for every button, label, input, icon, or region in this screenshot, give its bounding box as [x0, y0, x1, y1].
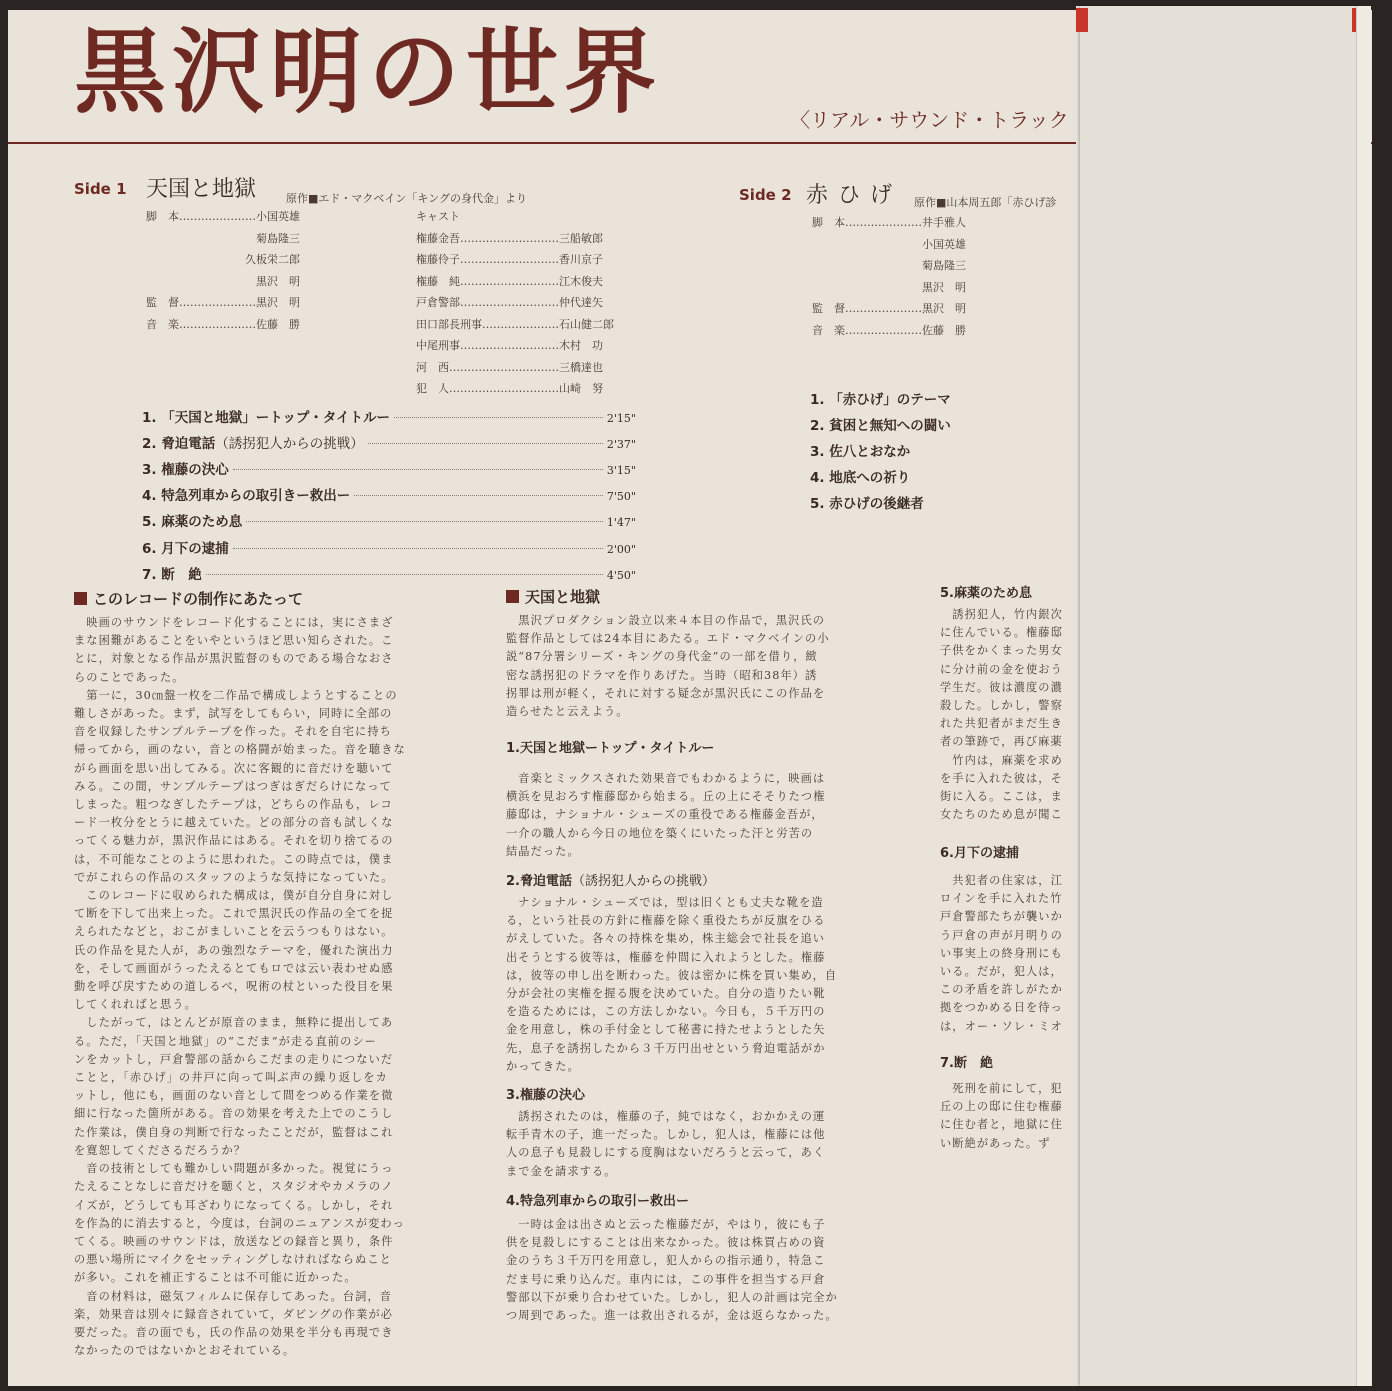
side2-title: 赤ひげ [806, 183, 903, 208]
square-bullet-icon [74, 592, 87, 605]
side1-cast [416, 206, 614, 400]
credit-line: 黒沢 明 [812, 280, 966, 294]
side1-track: 7. 断 絶 4'50" [142, 567, 636, 583]
notes-body-3a: 誘拐犯人，竹内銀次 に住んでいる。権藤邸 子供をかくまった男女 に分け前の金を使おう 学生だ。彼は濃度の濃 殺した。しかし，警察 れた共犯者がまだ生き 者の筆跡で，再び麻薬 竹内は，麻薬を求め を手に入れた彼は，そ 街に入る。ここは，ま 女たちのため息が聞こ [940, 608, 1063, 822]
credit-line: 小国英雄 [812, 237, 966, 251]
notes-body-1: 映画のサウンドをレコード化することには，実にさまざ まな困難があることをいやというほど思い知らされた。こ とに，対象となる作品が黒沢監督のものである場合なおさ らのことであった。 第一に，30㎝盤一枚を二作品で構成しようとすることの 難しさがあった。まず，試写をしてもらい，同時に全部の 音を収録したサンプルテープを作った。それを自宅に持ち 帰ってから，画のない，音との格闘が始まった。音を聴きな がら画面を思い出してみる。次に客観的に音だけを聴いて みる。この間，サンプルテープはつぎはぎだらけになって しまった。粗つなぎしたテープは，どちらの作品も，レコ ード一枚分をとうに越えていた。どの部分の音も試しくな ってくる魅力が，黒沢作品にはある。それを切り捨てるの は，不可能なことのように思われた。この時点では，僕ま でがこれらの作品のスタッフのような気持になっていた。 このレコードに収められた構成は，僕が自分自身に対し て断を下して出来上った。これで黒沢氏の作品の全てを捉 えられたなどと，おこがましいことを云うつもりはない。 氏の作品を見た人が，あの強烈なテーマを，優れた演出力 を，そして画面がうったえるとてもロでは云い表わせぬ感 動を呼び戻すための道しるべ，呪術の杖といった役目を果 してくれればと思う。 したがって，はとんどが原音のまま，無粋に提出してあ る。ただ，「天国と地獄」の“こだま”が走る直前のシー ンをカットし，戸倉警部の話からこだまの走りにつないだ ことと，「赤ひげ」の井戸に向って叫ぶ声の繰り返しをカ ットし，他にも，画面のない音として間をつめる作業を微 細に行なった箇所がある。音の効果を考えた上でのこうし た作業は，僕自身の判断で行なったことだが，監督はこれ を寛恕してくださるだろうか？ 音の技術としても難かしい問題が多かった。視覚にうっ たえることなしに音だけを聴くと，スタジオやカメラのノ イズが，どうしても耳ざわりになってくる。しかし，それ を作為的に消去すると，今度は，台詞のニュアンスが変わっ てくる。映画のサウンドは，放送などの録音と異り，条件 の悪い場所にマイクをセッティングしなければならぬこと が多い。これを補正することは不可能に近かった。 音の材料は，磁気フィルムに保存してあった。台詞，音 楽，効果音は別々に録音されていて，ダビングの作業が必 要だった。音の面でも，氏の作品の効果を半分も再現でき なかったのではないかとおそれている。 [74, 616, 406, 1358]
notes-body-2e: 一時は金は出さぬと云った権藤だが，やはり，彼にも子 供を見殺しにすることは出来なかった。彼は株買占めの資 金のうち３千万円を用意し，犯人からの指示通り，特急こ だま号に乗り込んだ。車内には，この事件を担当する戸倉 警部以下が乗り合わせていた。しかし，犯人の計画は完全か つ周到であった。進一は救出されるが，金は返らなかった。 [506, 1218, 838, 1323]
cast-line: 田口部長刑事…………………石山健二郎 [416, 317, 614, 331]
notes-body-3b: 共犯者の住家は，江 ロインを手に入れた竹 戸倉警部たちが襲いか う戸倉の声が月明りの い事実上の終身刑にも いる。だが，犯人は， この矛盾を許しがたか 拠をつかめる日を待っ は，オー・ソレ・ミオ [940, 874, 1063, 1033]
cast-line: 権藤伶子………………………香川京子 [416, 253, 603, 266]
notes-subheading: 4.特急列車からの取引ー救出ー [506, 1194, 689, 1209]
side2-label: Side 2 [739, 186, 792, 204]
side2-track: 1. 「赤ひげ」のテーマ [810, 392, 951, 408]
obi-red-tab [1076, 8, 1088, 32]
credit-line: 音 楽…………………佐藤 勝 [812, 323, 966, 337]
side1-track: 1. 「天国と地獄」ートップ・タイトルー 2'15" [142, 410, 636, 426]
cast-line: 犯 人…………………………山崎 努 [416, 382, 603, 395]
cast-line: 中尾刑事………………………木村 功 [416, 339, 603, 352]
credit-line: 音 楽…………………佐藤 勝 [146, 317, 300, 331]
cast-line: 戸倉警部………………………仲代達矢 [416, 296, 603, 309]
cast-line: 権藤金吾………………………三船敏郎 [416, 231, 603, 245]
side1-credits [146, 206, 300, 335]
notes-heading-2: 天国と地獄 [506, 586, 600, 607]
side1-track: 6. 月下の逮捕 2'00" [142, 541, 636, 557]
side2-track: 3. 佐八とおなか [810, 444, 911, 460]
side1-label: Side 1 [74, 180, 127, 198]
side1-track: 2. 脅迫電話 （誘拐犯人からの挑戦） 2'37" [142, 436, 636, 452]
cast-line: 河 西…………………………三橋達也 [416, 360, 603, 374]
notes-subheading: 7.断 絶 [940, 1056, 993, 1071]
notes-subheading: 5.麻薬のため息 [940, 586, 1032, 601]
obi-fold [1356, 6, 1371, 1386]
side1-track: 5. 麻薬のため息 1'47" [142, 514, 636, 530]
credit-line: 監 督…………………黒沢 明 [812, 302, 966, 315]
obi-strip [1080, 6, 1364, 1386]
side1-source: 原作■エド・マクベイン「キングの身代金」より [286, 192, 528, 205]
side2-track: 5. 赤ひげの後継者 [810, 496, 924, 512]
side2-track: 2. 貧困と無知への闘い [810, 418, 951, 434]
credit-line: 脚 本…………………井手雅人 [812, 216, 966, 229]
cast-line: 権藤 純………………………江木俊夫 [416, 274, 603, 288]
notes-subheading: 2.脅迫電話（誘拐犯人からの挑戦） [506, 874, 715, 889]
notes-heading-1: このレコードの制作にあたって [74, 588, 303, 609]
album-subtitle: 〈リアル・サウンド・トラック [790, 108, 1069, 132]
side2-credits [812, 212, 966, 341]
side2-track: 4. 地底への祈り [810, 470, 911, 486]
notes-body-2c: ナショナル・シューズでは，型は旧くとも丈夫な靴を造 る，という社長の方針に権藤を除く重役たちが反旗をひる がえしていた。各々の持株を集め，株主総会で社長を追い 出そうとする彼等は，権藤を仲間に入れようとした。権藤 は，彼等の申し出を断わった。彼は密かに株を買い集め，自 分が会社の実権を握る腹を決めていた。自分の造りたい靴 を造るためには，この方法しかない。今日も，５千万円の 金を用意し，株の手付金として秘書に持たせようとした矢 先，息子を誘拐したから３千万円出せという脅迫電話がか かってきた。 [506, 896, 838, 1073]
square-bullet-icon [506, 590, 519, 603]
notes-subheading: 6.月下の逮捕 [940, 846, 1019, 861]
notes-body-3c: 死刑を前にして，犯 丘の上の邸に住む権藤 に住む者と，地獄に住 い断絶があった。ず [940, 1082, 1063, 1150]
credit-line: 菊島隆三 [146, 231, 300, 245]
credit-line: 久板栄二郎 [146, 253, 300, 266]
credit-line: 監 督…………………黒沢 明 [146, 296, 300, 309]
side1-track: 4. 特急列車からの取引きー救出ー 7'50" [142, 488, 636, 504]
credit-line: 菊島隆三 [812, 259, 966, 272]
notes-subheading: 1.天国と地獄ートップ・タイトルー [506, 741, 715, 756]
background-edge [1372, 0, 1392, 1391]
notes-body-2b: 音楽とミックスされた効果音でもわかるように，映画は 横浜を見おろす権藤邸から始まる。丘の上にそそりたつ権 藤邸は，ナショナル・シューズの重役である権藤金吾が， 一介の職人から今日の地位を築くにいたった汗と労苦の 結晶だった。 [506, 772, 826, 858]
notes-subheading: 3.権藤の決心 [506, 1088, 585, 1103]
notes-body-2a: 黒沢プロダクション設立以来４本目の作品で，黒沢氏の 監督作品としては24本目にあたる。エド・マクベインの小 説“87分署シリーズ・キングの身代金”の一部を借り，緻 密な誘拐犯のドラマを作りあげた。当時（昭和38年）誘 拐罪は刑が軽く，それに対する疑念が黒沢氏にこの作品を 造らせたと云えよう。 [506, 614, 830, 719]
side2-source: 原作■山本周五郎「赤ひげ診 [914, 196, 1057, 209]
notes-body-2d: 誘拐されたのは，権藤の子，純ではなく，おかかえの運 転手青木の子，進一だった。しかし，犯人は，権藤には他 人の息子も見殺しにする度胸はないだろうと云って，あく まで金を請求する。 [506, 1110, 826, 1178]
side1-track: 3. 権藤の決心 3'15" [142, 462, 636, 478]
cast-header: キャスト [416, 210, 460, 223]
credit-line: 黒沢 明 [146, 274, 300, 288]
album-title: 黒沢明の世界 [74, 19, 663, 126]
credit-line: 脚 本…………………小国英雄 [146, 210, 300, 223]
side1-title: 天国と地獄 [146, 177, 257, 202]
